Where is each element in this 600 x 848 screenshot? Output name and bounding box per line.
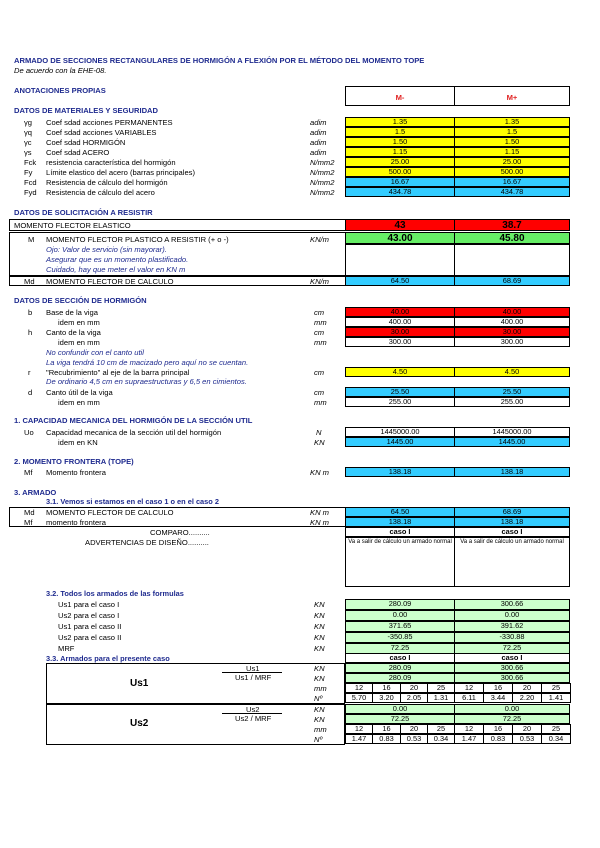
m-unit: KN/m — [310, 235, 329, 244]
seccion-value-m-minus: 400.00 — [345, 317, 455, 327]
arm-mf-symbol: Mf — [24, 518, 33, 527]
page-subtitle: De acuerdo con la EHE-08. — [14, 66, 107, 75]
diameter-cell: 16 — [483, 683, 513, 693]
mat-symbol: Fck — [24, 158, 37, 167]
momento-elastico-m-minus[interactable]: 43 — [345, 219, 455, 231]
arm-md-m-minus: 64.50 — [345, 507, 455, 517]
md-unit: KN/m — [310, 277, 329, 286]
us1-a-m-plus: 300.66 — [454, 663, 570, 673]
us1-block — [46, 663, 345, 704]
mat-value-m-plus[interactable]: 500.00 — [454, 167, 570, 177]
us1-b-m-plus: 300.66 — [454, 673, 570, 683]
bar-count-cell: 0.83 — [372, 734, 401, 744]
mat-value-m-plus[interactable]: 1.50 — [454, 137, 570, 147]
mat-value-m-minus: 434.78 — [345, 187, 455, 197]
advertencias-label: ADVERTENCIAS DE DISEÑO.......... — [85, 538, 209, 547]
solicitacion-title: DATOS DE SOLICITACIÓN A RESISTIR — [14, 208, 153, 217]
seccion-value-m-minus[interactable]: 40.00 — [345, 307, 455, 317]
armado-31-title: 3.1. Vemos si estamos en el caso 1 o en el caso 2 — [46, 497, 219, 506]
seccion-unit: cm — [314, 368, 325, 377]
seccion-value-m-plus[interactable]: 30.00 — [454, 327, 570, 337]
us2-u1: KN — [314, 705, 325, 714]
mat-symbol: γc — [24, 138, 32, 147]
seccion-unit: mm — [314, 318, 327, 327]
kn-m-plus: 1445.00 — [454, 437, 570, 447]
bar-count-cell: 0.83 — [483, 734, 513, 744]
seccion-title: DATOS DE SECCIÓN DE HORMIGÓN — [14, 296, 147, 305]
mat-value-m-minus[interactable]: 1.50 — [345, 137, 455, 147]
seccion-desc: Canto de la viga — [46, 328, 101, 337]
diameter-cell: 12 — [345, 724, 373, 734]
diameter-cell: 25 — [427, 724, 455, 734]
formula-unit: KN — [314, 644, 325, 653]
uo-symbol: Uo — [24, 428, 34, 437]
bar-count-cell: 0.34 — [541, 734, 571, 744]
mat-unit: adim — [310, 148, 327, 157]
formula-m-minus: -350.85 — [345, 632, 455, 643]
kn-m-minus: 1445.00 — [345, 437, 455, 447]
mat-value-m-minus[interactable]: 1.15 — [345, 147, 455, 157]
bar-count-cell: 2.05 — [400, 693, 428, 703]
advertencia-m-minus: Va a salir de cálculo un armado normal — [345, 537, 455, 587]
mat-desc: resistencia característica del hormigón — [46, 158, 176, 167]
mat-value-m-minus[interactable]: 500.00 — [345, 167, 455, 177]
diameter-cell: 25 — [427, 683, 455, 693]
formula-m-minus: 0.00 — [345, 610, 455, 621]
diameter-cell: 16 — [372, 724, 401, 734]
uo-m-plus: 1445000.00 — [454, 427, 570, 437]
note-servicio: Ojo: Valor de servicio (sin mayorar). — [46, 245, 167, 254]
seccion-symbol: d — [28, 388, 33, 397]
mat-desc: Coef sdad acciones PERMANENTES — [46, 118, 173, 127]
seccion-unit: mm — [314, 338, 327, 347]
formula-m-plus: 300.66 — [454, 599, 570, 610]
formula-m-minus: 280.09 — [345, 599, 455, 610]
diameter-cell: 25 — [541, 683, 571, 693]
mat-unit: adim — [310, 128, 327, 137]
m-plastico-spacer-1 — [345, 244, 455, 276]
mf-desc: Momento frontera — [46, 468, 106, 477]
mat-value-m-plus[interactable]: 1.5 — [454, 127, 570, 137]
seccion-value-m-plus: 255.00 — [454, 397, 570, 407]
seccion-unit: mm — [314, 398, 327, 407]
seccion-symbol: b — [28, 308, 33, 317]
us2-row1-label: Us2 — [246, 705, 260, 714]
armado-title: 3. ARMADO — [14, 488, 57, 497]
comparo-m-minus: caso I — [345, 527, 455, 537]
materiales-title: DATOS DE MATERIALES Y SEGURIDAD — [14, 106, 159, 115]
us2-block — [46, 704, 345, 745]
mf-m-plus: 138.18 — [454, 467, 570, 477]
armado-32-title: 3.2. Todos los armados de las formulas — [46, 589, 184, 598]
note-macizado: La viga tendrá 10 cm de macizado pero aquí no se cuentan. — [46, 358, 249, 367]
formula-m-plus: 72.25 — [454, 643, 570, 654]
diameter-cell: 16 — [483, 724, 513, 734]
seccion-value-m-minus[interactable]: 30.00 — [345, 327, 455, 337]
mat-symbol: γs — [24, 148, 32, 157]
mat-symbol: γg — [24, 118, 33, 127]
momento-elastico-m-plus[interactable]: 38.7 — [454, 219, 570, 231]
bar-count-cell: 6.11 — [454, 693, 484, 703]
bar-count-cell: 1.31 — [427, 693, 455, 703]
md-symbol: Md — [24, 277, 35, 286]
mat-value-m-plus: 434.78 — [454, 187, 570, 197]
us2-u4: Nº — [314, 735, 323, 744]
mf-m-minus: 138.18 — [345, 467, 455, 477]
us1-b-m-minus: 280.09 — [345, 673, 455, 683]
formula-unit: KN — [314, 633, 325, 642]
us1-a-m-minus: 280.09 — [345, 663, 455, 673]
bar-count-cell: 5.70 — [345, 693, 373, 703]
diameter-cell: 20 — [400, 724, 428, 734]
md-m-plus: 68.69 — [454, 276, 570, 286]
mat-desc: Coef sdad acciones VARIABLES — [46, 128, 157, 137]
arm-md-unit: KN m — [310, 508, 329, 517]
diameter-cell: 25 — [541, 724, 571, 734]
comparo-label: COMPARO.......... — [150, 528, 210, 537]
arm-mf-desc: momento frontera — [46, 518, 106, 527]
md-desc: MOMENTO FLECTOR DE CALCULO — [46, 277, 174, 286]
mat-value-m-minus: 16.67 — [345, 177, 455, 187]
mat-desc: Coef sdad ACERO — [46, 148, 110, 157]
arm-md-desc: MOMENTO FLECTOR DE CALCULO — [46, 508, 174, 517]
us1-u2: KN — [314, 674, 325, 683]
seccion-symbol: r — [28, 368, 31, 377]
bar-count-cell: 0.53 — [512, 734, 542, 744]
us1-u4: Nº — [314, 694, 323, 703]
anotaciones-title: ANOTACIONES PROPIAS — [14, 86, 106, 95]
formula-m-minus: 371.65 — [345, 621, 455, 632]
us1-row1-label: Us1 — [246, 664, 260, 673]
us2-u3: mm — [314, 725, 327, 734]
m-plastico-m-plus[interactable]: 45.80 — [454, 232, 570, 244]
bar-count-cell: 1.47 — [454, 734, 484, 744]
note-plastificado: Asegurar que es un momento plastificado. — [46, 255, 189, 264]
arm-md-symbol: Md — [24, 508, 35, 517]
us2-u2: KN — [314, 715, 325, 724]
frontera-title: 2. MOMENTO FRONTERA (TOPE) — [14, 457, 134, 466]
seccion-value-m-plus: 400.00 — [454, 317, 570, 327]
m-plastico-spacer-2 — [454, 244, 570, 276]
seccion-value-m-minus: 300.00 — [345, 337, 455, 347]
seccion-desc: Canto útil de la viga — [46, 388, 113, 397]
mat-symbol: Fyd — [24, 188, 37, 197]
mat-symbol: γq — [24, 128, 33, 137]
diameter-cell: 12 — [454, 724, 484, 734]
seccion-value-m-plus[interactable]: 4.50 — [454, 367, 570, 377]
diameter-cell: 20 — [400, 683, 428, 693]
arm-mf-m-minus: 138.18 — [345, 517, 455, 527]
formula-desc: Us2 para el caso I — [58, 611, 120, 620]
mat-unit: N/mm2 — [310, 178, 335, 187]
diameter-cell: 20 — [512, 724, 542, 734]
advertencia-m-plus: Va a salir de cálculo un armado normal — [454, 537, 570, 587]
momento-elastico-label: MOMENTO FLECTOR ELASTICO — [14, 221, 131, 230]
note-kn: Cuidado, hay que meter el valor en KN m — [46, 265, 186, 274]
seccion-desc: idem en mm — [58, 338, 100, 347]
bar-count-cell: 0.53 — [400, 734, 428, 744]
us2-b-m-plus: 72.25 — [454, 714, 570, 724]
diameter-cell: 12 — [454, 683, 484, 693]
seccion-symbol: h — [28, 328, 33, 337]
formula-desc: Us1 para el caso II — [58, 622, 122, 631]
us2-b-m-minus: 72.25 — [345, 714, 455, 724]
bar-count-cell: 3.20 — [372, 693, 401, 703]
bar-count-cell: 3.44 — [483, 693, 513, 703]
anot-col2 — [454, 86, 570, 106]
us1-u3: mm — [314, 684, 327, 693]
anot-col2-label: M+ — [506, 93, 518, 102]
page-title: ARMADO DE SECCIONES RECTANGULARES DE HORMIGÓN A FLEXIÓN POR EL MÉTODO DEL MOMENTO TOPE — [14, 56, 425, 65]
kn-unit: KN — [314, 438, 325, 447]
us2-row2-label: Us2 / MRF — [235, 714, 272, 723]
arm-md-m-plus: 68.69 — [454, 507, 570, 517]
m-symbol: M — [28, 235, 35, 244]
m-desc: MOMENTO FLECTOR PLASTICO A RESISTIR (+ o -) — [46, 235, 229, 244]
caso-m-plus: caso I — [454, 653, 570, 663]
mat-unit: N/mm2 — [310, 158, 335, 167]
seccion-value-m-minus: 255.00 — [345, 397, 455, 407]
armado-33-title: 3.3. Armados para el presente caso — [46, 654, 170, 663]
mat-value-m-minus[interactable]: 25.00 — [345, 157, 455, 167]
us2-a-m-plus: 0.00 — [454, 704, 570, 714]
mat-value-m-minus[interactable]: 1.5 — [345, 127, 455, 137]
mat-value-m-plus[interactable]: 25.00 — [454, 157, 570, 167]
mat-desc: Resistencia de cálculo del acero — [46, 188, 155, 197]
m-plastico-m-minus[interactable]: 43.00 — [345, 232, 455, 244]
seccion-value-m-plus: 300.00 — [454, 337, 570, 347]
note-canto-util: No confundir con el canto util — [46, 348, 144, 357]
us1-u1: KN — [314, 664, 325, 673]
mat-value-m-plus[interactable]: 1.35 — [454, 117, 570, 127]
mf-symbol: Mf — [24, 468, 33, 477]
mat-value-m-plus[interactable]: 1.15 — [454, 147, 570, 157]
seccion-unit: cm — [314, 388, 325, 397]
seccion-desc: Base de la viga — [46, 308, 98, 317]
arm-mf-unit: KN m — [310, 518, 329, 527]
us1-divider — [222, 672, 282, 673]
mat-desc: Límite elastico del acero (barras principales) — [46, 168, 195, 177]
anot-col1 — [345, 86, 455, 106]
seccion-unit: cm — [314, 308, 325, 317]
bar-count-cell: 1.41 — [541, 693, 571, 703]
formula-desc: MRF — [58, 644, 75, 653]
diameter-cell: 16 — [372, 683, 401, 693]
mat-desc: Coef sdad HORMIGÓN — [46, 138, 126, 147]
seccion-desc: "Recubrimiento" al eje de la barra principal — [46, 368, 190, 377]
us2-a-m-minus: 0.00 — [345, 704, 455, 714]
formula-unit: KN — [314, 600, 325, 609]
formula-desc: Us2 para el caso II — [58, 633, 122, 642]
diameter-cell: 20 — [512, 683, 542, 693]
bar-count-cell: 0.34 — [427, 734, 455, 744]
formula-m-minus: 72.25 — [345, 643, 455, 654]
formula-desc: Us1 para el caso I — [58, 600, 120, 609]
seccion-value-m-plus: 25.50 — [454, 387, 570, 397]
seccion-value-m-minus[interactable]: 4.50 — [345, 367, 455, 377]
formula-unit: KN — [314, 611, 325, 620]
caso-m-minus: caso I — [345, 653, 455, 663]
capacidad-title: 1. CAPACIDAD MECANICA DEL HORMIGÓN DE LA SECCIÓN UTIL — [14, 416, 253, 425]
bar-count-cell: 1.47 — [345, 734, 373, 744]
comparo-m-plus: caso I — [454, 527, 570, 537]
kn-desc: idem en KN — [58, 438, 98, 447]
seccion-desc: idem en mm — [58, 398, 100, 407]
us2-name: Us2 — [130, 718, 149, 729]
mat-value-m-minus[interactable]: 1.35 — [345, 117, 455, 127]
mat-unit: N/mm2 — [310, 188, 335, 197]
us1-name: Us1 — [130, 678, 149, 689]
anot-col1-label: M- — [395, 93, 405, 102]
formula-m-plus: -330.88 — [454, 632, 570, 643]
seccion-desc: idem en mm — [58, 318, 100, 327]
formula-unit: KN — [314, 622, 325, 631]
diameter-cell: 12 — [345, 683, 373, 693]
seccion-value-m-minus: 25.50 — [345, 387, 455, 397]
mat-desc: Resistencia de cálculo del hormigón — [46, 178, 168, 187]
formula-m-plus: 391.62 — [454, 621, 570, 632]
md-m-minus: 64.50 — [345, 276, 455, 286]
mat-unit: N/mm2 — [310, 168, 335, 177]
mat-symbol: Fcd — [24, 178, 37, 187]
formula-m-plus: 0.00 — [454, 610, 570, 621]
mat-value-m-plus: 16.67 — [454, 177, 570, 187]
uo-m-minus: 1445000.00 — [345, 427, 455, 437]
uo-unit: N — [316, 428, 322, 437]
note-recubrimiento: De ordinario 4,5 cm en supraestructuras y 6,5 en cimientos. — [46, 377, 247, 386]
arm-mf-m-plus: 138.18 — [454, 517, 570, 527]
us2-divider — [222, 713, 282, 714]
seccion-value-m-plus[interactable]: 40.00 — [454, 307, 570, 317]
mf-unit: KN m — [310, 468, 329, 477]
seccion-unit: cm — [314, 328, 325, 337]
mat-unit: adim — [310, 138, 327, 147]
bar-count-cell: 2.20 — [512, 693, 542, 703]
mat-unit: adim — [310, 118, 327, 127]
mat-symbol: Fy — [24, 168, 33, 177]
uo-desc: Capacidad mecanica de la sección util del hormigón — [46, 428, 222, 437]
us1-row2-label: Us1 / MRF — [235, 673, 272, 682]
